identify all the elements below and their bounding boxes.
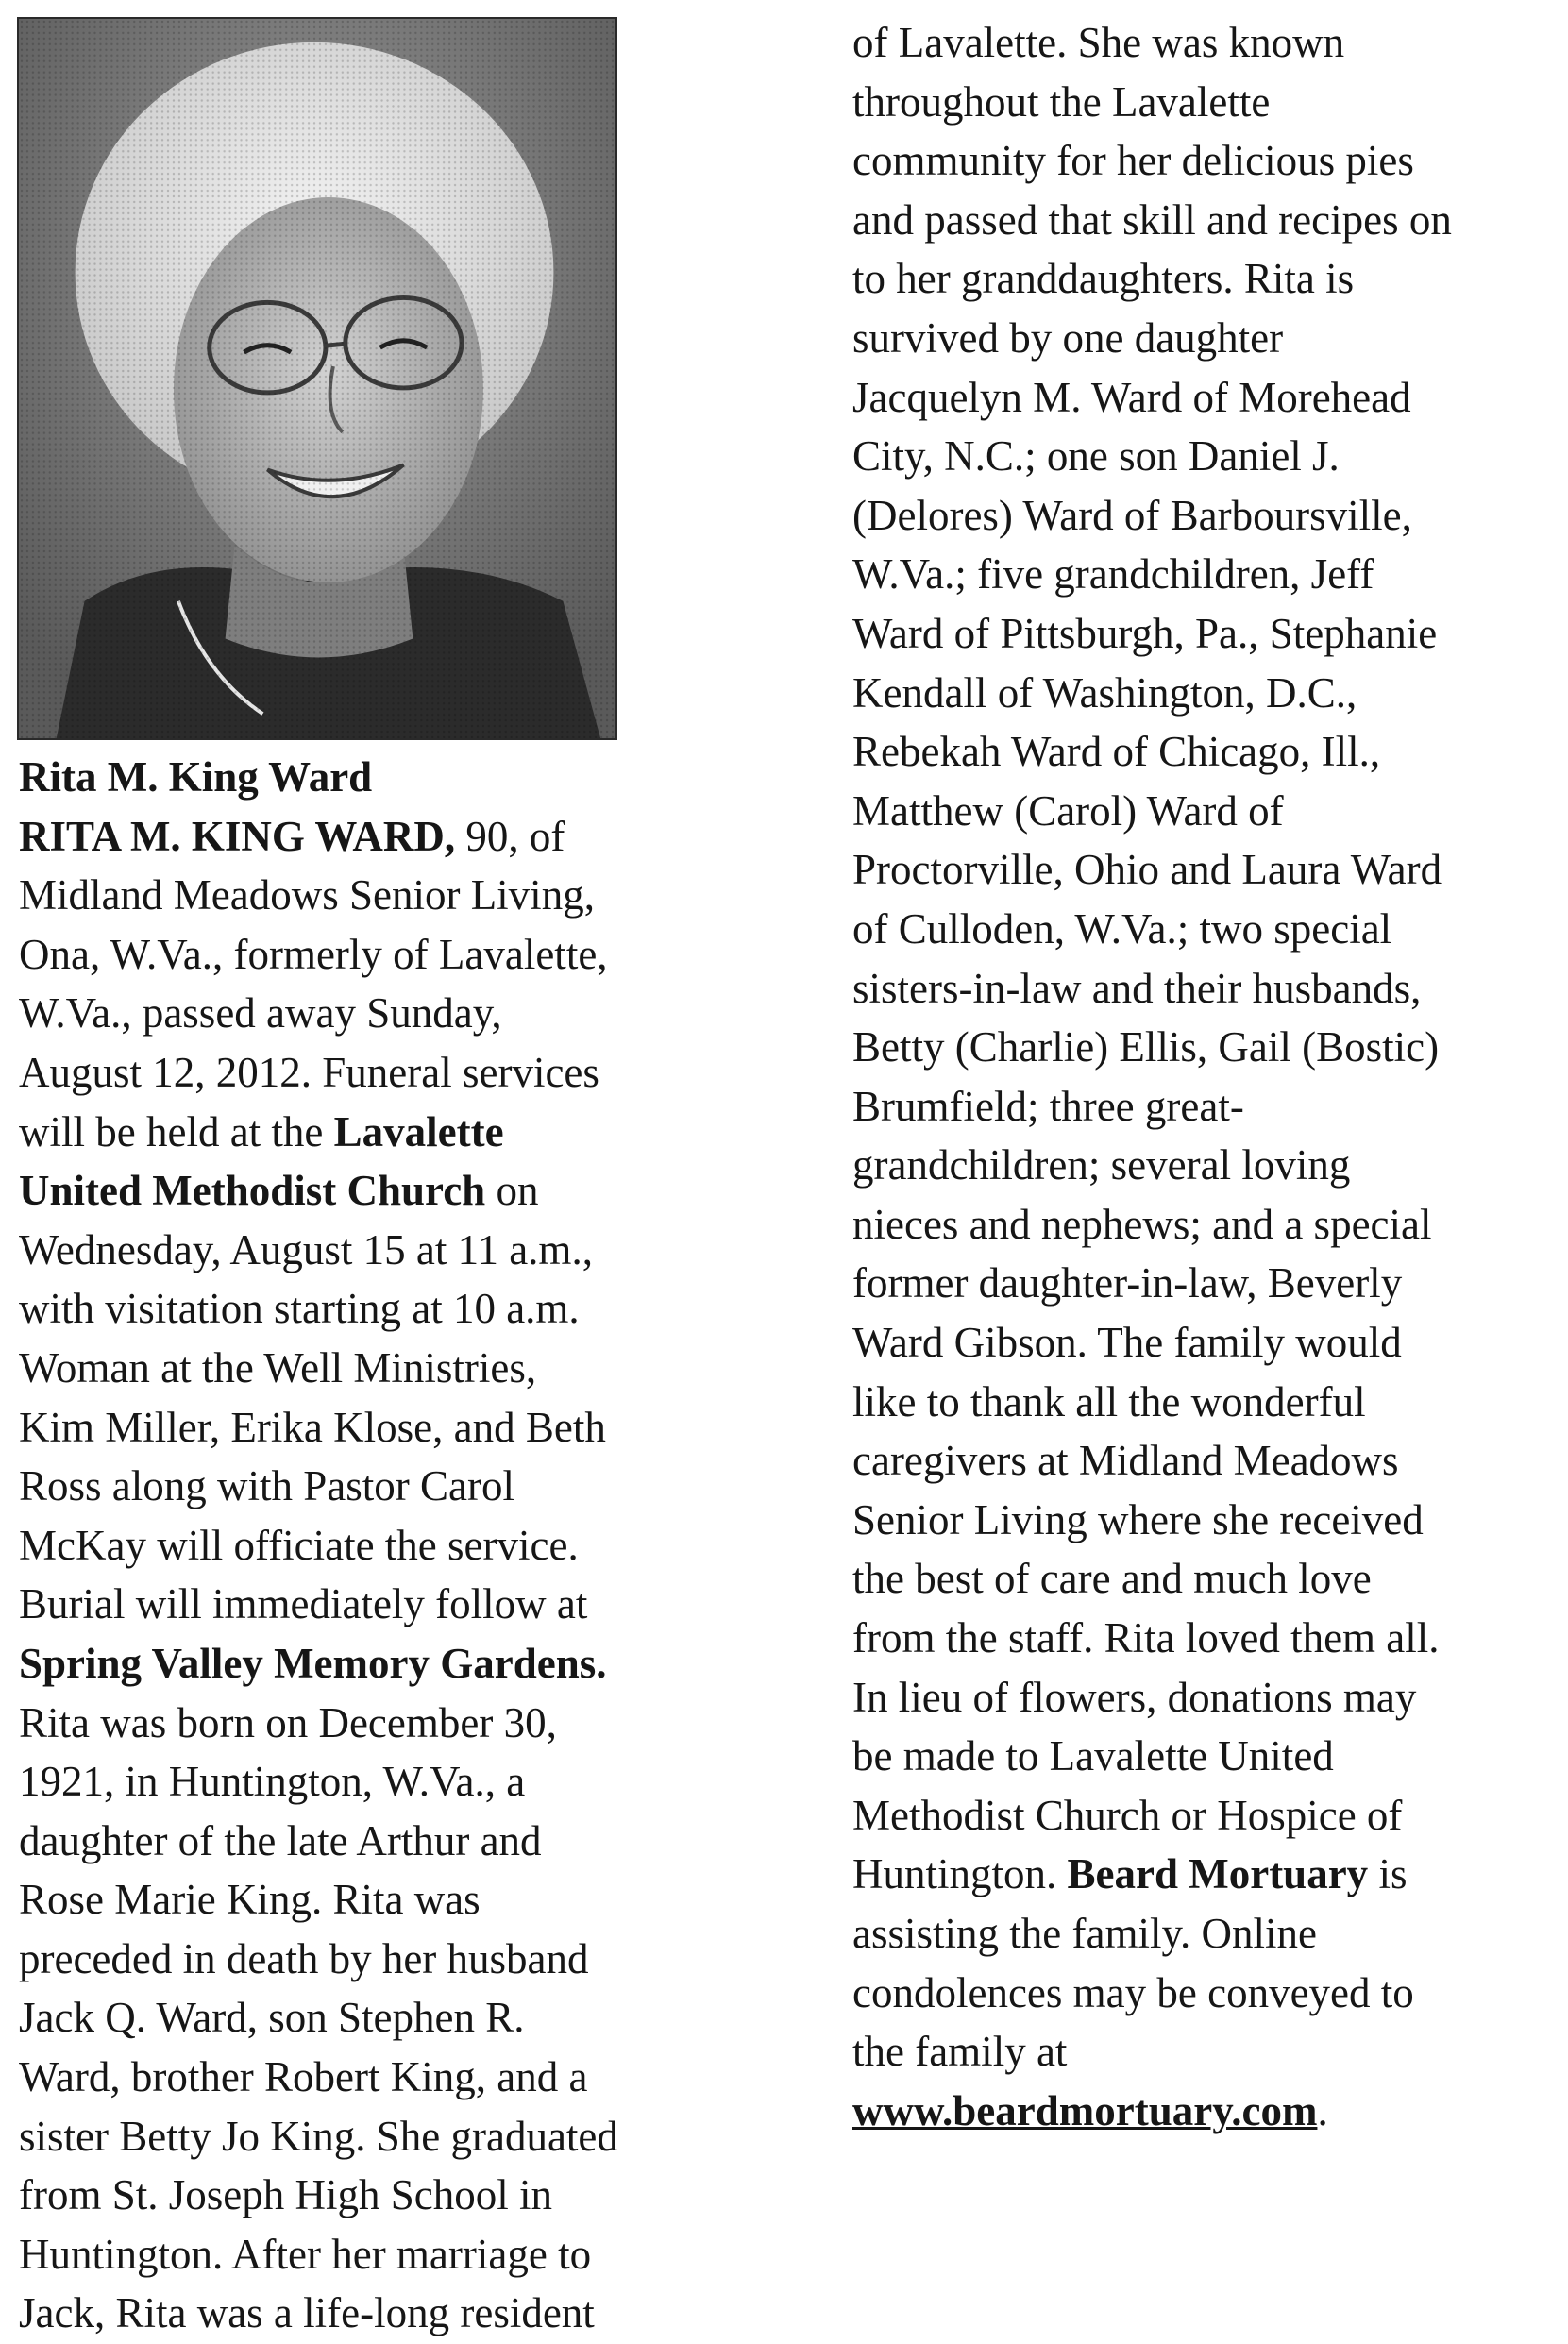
text-segment: RITA M. KING WARD, [19, 812, 456, 860]
text-segment: Kendall of Washington, D.C., [852, 668, 1357, 717]
text-segment: daughter of the late Arthur and [19, 1816, 542, 1864]
text-segment: on [485, 1167, 539, 1215]
text-line [19, 1398, 717, 1458]
text-segment: condolences may be conveyed to [852, 1968, 1414, 2016]
text-line [852, 664, 1551, 723]
text-segment: Woman at the Well Ministries, [19, 1343, 537, 1391]
text-line [852, 1195, 1551, 1255]
text-segment: Ward of Pittsburgh, Pa., Stephanie [852, 609, 1438, 657]
text-segment: will be held at the [19, 1107, 334, 1155]
text-segment: nieces and nephews; and a special [852, 1200, 1432, 1248]
text-line [19, 1221, 717, 1280]
text-segment: the family at [852, 2028, 1068, 2076]
portrait-photo [17, 17, 617, 740]
text-line [852, 486, 1551, 546]
text-segment: Huntington. After her marriage to [19, 2230, 592, 2278]
text-line [852, 1077, 1551, 1137]
text-segment: former daughter-in-law, Beverly [852, 1259, 1403, 1307]
left-column-text [19, 807, 717, 2343]
text-line [19, 807, 717, 867]
text-line [852, 191, 1551, 250]
text-line [852, 604, 1551, 664]
text-line [852, 1491, 1551, 1550]
text-line [19, 2166, 717, 2225]
text-segment: Huntington. [852, 1850, 1068, 1898]
text-segment: Burial will immediately follow at [19, 1580, 588, 1628]
text-segment: 1921, in Huntington, W.Va., a [19, 1758, 526, 1806]
text-segment: . [1317, 2086, 1328, 2134]
text-line [852, 427, 1551, 486]
text-line [852, 309, 1551, 368]
text-line [852, 900, 1551, 959]
text-line [852, 1904, 1551, 1964]
text-line [19, 1279, 717, 1339]
text-segment: Rita was born on December 30, [19, 1698, 557, 1746]
text-segment: community for her delicious pies [852, 137, 1414, 185]
text-line [19, 1516, 717, 1576]
text-line [852, 1786, 1551, 1846]
text-line [19, 1694, 717, 1753]
text-line [852, 73, 1551, 132]
obituary-heading: Rita M. King Ward [19, 753, 373, 801]
text-line [852, 1727, 1551, 1786]
text-segment: of Culloden, W.Va.; two special [852, 904, 1392, 953]
text-segment: Jack Q. Ward, son Stephen R. [19, 1994, 525, 2042]
portrait-image [19, 19, 615, 738]
text-line [19, 1043, 717, 1103]
text-segment: Matthew (Carol) Ward of [852, 786, 1284, 835]
text-segment: throughout the Lavalette [852, 77, 1271, 126]
text-segment: Ward Gibson. The family would [852, 1319, 1402, 1367]
text-line [852, 782, 1551, 841]
text-line [852, 1668, 1551, 1728]
right-column [852, 13, 1551, 2140]
text-line [19, 2048, 717, 2107]
text-segment: from St. Joseph High School in [19, 2171, 553, 2219]
text-line [852, 131, 1551, 191]
text-line [19, 866, 717, 925]
text-segment: with visitation starting at 10 a.m. [19, 1285, 580, 1333]
text-line [852, 1254, 1551, 1313]
text-segment: (Delores) Ward of Barboursville, [852, 491, 1412, 539]
text-segment: W.Va., passed away Sunday, [19, 989, 502, 1037]
text-segment: from the staff. Rita loved them all. [852, 1614, 1440, 1662]
text-segment: Ona, W.Va., formerly of Lavalette, [19, 930, 608, 978]
text-segment: Wednesday, August 15 at 11 a.m., [19, 1225, 593, 1273]
text-line [852, 13, 1551, 73]
text-segment: like to thank all the wonderful [852, 1377, 1366, 1425]
text-segment: Midland Meadows Senior Living, [19, 871, 595, 919]
text-segment: caregivers at Midland Meadows [852, 1437, 1399, 1485]
text-segment: Senior Living where she received [852, 1495, 1424, 1543]
text-segment: of Lavalette. She was known [852, 19, 1345, 66]
text-line [852, 1609, 1551, 1668]
text-segment: Beard Mortuary [1067, 1850, 1369, 1898]
text-segment: Lavalette [333, 1107, 504, 1155]
text-segment: 90, of [455, 812, 565, 860]
text-segment: United Methodist Church [19, 1167, 486, 1215]
text-line [852, 1313, 1551, 1373]
text-line [852, 1373, 1551, 1432]
text-line [852, 840, 1551, 900]
text-segment: sisters-in-law and their husbands, [852, 964, 1422, 1012]
text-line [852, 1845, 1551, 1904]
text-segment: Rebekah Ward of Chicago, Ill., [852, 728, 1381, 776]
text-segment: and passed that skill and recipes on [852, 195, 1452, 244]
text-line [852, 2022, 1551, 2082]
text-line [852, 959, 1551, 1019]
text-segment: Spring Valley Memory Gardens. [19, 1639, 607, 1687]
left-column [19, 748, 717, 2343]
text-line [19, 1988, 717, 2048]
text-segment: Rose Marie King. Rita was [19, 1876, 481, 1924]
right-column-text [852, 13, 1551, 2140]
text-line [852, 1964, 1551, 2023]
text-segment: the best of care and much love [852, 1555, 1372, 1603]
text-line [19, 1103, 717, 1162]
text-segment: grandchildren; several loving [852, 1141, 1351, 1189]
text-line [852, 249, 1551, 309]
text-line [19, 2225, 717, 2285]
text-segment: survived by one daughter [852, 313, 1284, 362]
text-line [19, 1752, 717, 1812]
text-segment: Methodist Church or Hospice of [852, 1791, 1403, 1839]
text-segment: W.Va.; five grandchildren, Jeff [852, 550, 1374, 599]
text-segment: preceded in death by her husband [19, 1934, 589, 1982]
text-line [19, 1634, 717, 1694]
text-segment: Proctorville, Ohio and Laura Ward [852, 846, 1442, 894]
text-line [19, 1575, 717, 1634]
text-segment: be made to Lavalette United [852, 1732, 1334, 1780]
text-line [852, 722, 1551, 782]
text-segment: is [1368, 1850, 1408, 1898]
text-line [852, 368, 1551, 428]
text-line [852, 545, 1551, 604]
text-line [852, 1136, 1551, 1195]
text-line [19, 1457, 717, 1516]
text-line [19, 1339, 717, 1398]
text-segment: Kim Miller, Erika Klose, and Beth [19, 1403, 606, 1451]
text-segment: Jack, Rita was a life-long resident [19, 2289, 595, 2337]
text-segment: Jacquelyn M. Ward of Morehead [852, 373, 1411, 421]
text-line [19, 1930, 717, 1989]
text-line [19, 2284, 717, 2343]
text-segment: Ross along with Pastor Carol [19, 1462, 514, 1510]
text-line [852, 2082, 1551, 2141]
text-segment: McKay will officiate the service. [19, 1521, 579, 1569]
text-line [19, 1161, 717, 1221]
text-segment: City, N.C.; one son Daniel J. [852, 432, 1340, 481]
text-segment: Brumfield; three great- [852, 1082, 1244, 1130]
text-line [852, 1549, 1551, 1609]
website-link[interactable]: www.beardmortuary.com [852, 2086, 1318, 2134]
text-segment: August 12, 2012. Funeral services [19, 1048, 599, 1096]
text-line [852, 1431, 1551, 1491]
text-line [19, 925, 717, 985]
text-segment: Ward, brother Robert King, and a [19, 2053, 588, 2101]
text-line [19, 1870, 717, 1930]
text-segment: In lieu of flowers, donations may [852, 1673, 1417, 1721]
text-line [19, 984, 717, 1043]
text-segment: Betty (Charlie) Ellis, Gail (Bostic) [852, 1023, 1440, 1071]
text-line [19, 2107, 717, 2167]
text-line [852, 1018, 1551, 1077]
text-line [19, 1812, 717, 1871]
text-segment: assisting the family. Online [852, 1910, 1318, 1957]
text-segment: to her granddaughters. Rita is [852, 255, 1355, 303]
text-segment: sister Betty Jo King. She graduated [19, 2112, 618, 2160]
